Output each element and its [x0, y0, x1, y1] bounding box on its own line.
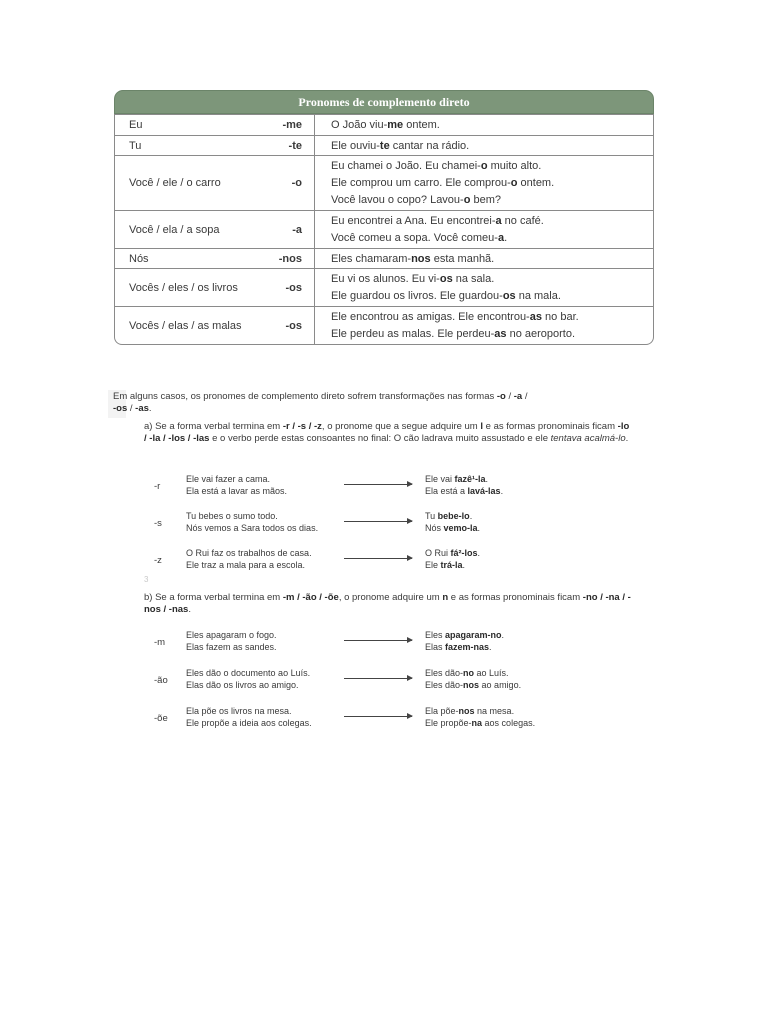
subject-cell: Você / ele / o carro	[129, 177, 221, 189]
example-cell: Eu encontrei a Ana. Eu encontrei-a no café. Você comeu a sopa. Você comeu-a.	[331, 215, 544, 244]
pronoun-cell: -os	[285, 281, 302, 294]
ending-label: -õe	[154, 713, 168, 724]
rule-a-paragraph: a) Se a forma verbal termina em -r / -s / -z, o pronome que a segue adquire um l e as formas pronominais ficam -lo / -la / -los / -las e o verbo perde estas consoantes no final: O cão ladrava muito assustado e ele tentava acalmá-lo.	[144, 421, 630, 444]
example-cell: O João viu-me ontem.	[331, 119, 440, 131]
table-row	[115, 114, 653, 135]
example-cell: Eu chamei o João. Eu chamei-o muito alto. Ele comprou um carro. Ele comprou-o ontem. Você lavou o copo? Lavou-o bem?	[331, 160, 555, 206]
example-row: -m Eles apagaram o fogo. Elas fazem as sandes. Eles apagaram-no. Elas fazem-nas.	[154, 630, 505, 652]
subject-cell: Vocês / eles / os livros	[129, 281, 238, 294]
table-title: Pronomes de complemento direto	[114, 90, 654, 114]
example-cell: Ele ouviu-te cantar na rádio.	[331, 140, 470, 152]
pronoun-cell: -te	[288, 139, 302, 152]
table-body	[114, 114, 654, 345]
example-row: -r Ele vai fazer a cama. Ela está a lavar as mãos. Ele vai fazê¹-la. Ela está a lavá-las.	[154, 474, 504, 496]
example-cell: Eu vi os alunos. Eu vi-os na sala. Ele guardou os livros. Ele guardou-os na mala.	[331, 273, 561, 302]
subject-cell: Tu	[129, 139, 142, 152]
pronoun-cell: -a	[292, 223, 302, 236]
pronoun-cell: -me	[282, 119, 302, 131]
rule-b-paragraph: b) Se a forma verbal termina em -m / -ão / -õe, o pronome adquire um n e as formas pronominais ficam -no / -na / -nos / -nas.	[144, 592, 631, 615]
example-row: -s Tu bebes o sumo todo. Nós vemos a Sara todos os dias. Tu bebe-lo. Nós vemo-la.	[154, 511, 481, 533]
example-row: -ão Eles dão o documento ao Luís. Elas dão os livros ao amigo. Eles dão-no ao Luís. Eles dão-nos ao amigo.	[154, 668, 522, 690]
subject-cell: Você / ela / a sopa	[129, 223, 220, 236]
pronoun-table	[114, 90, 654, 345]
table-row	[115, 268, 653, 306]
table-row	[115, 135, 653, 155]
arrow-icon	[344, 640, 412, 641]
ending-label: -ão	[154, 675, 168, 686]
example-row: -õe Ela põe os livros na mesa. Ele propõe a ideia aos colegas. Ela põe-nos na mesa. Ele propõe-na aos colegas.	[154, 706, 536, 728]
table-row	[115, 306, 653, 344]
table-row	[115, 210, 653, 248]
example-cell: Ele encontrou as amigas. Ele encontrou-as no bar. Ele perdeu as malas. Ele perdeu-as no aeroporto.	[331, 311, 579, 340]
arrow-icon	[344, 716, 412, 717]
arrow-icon	[344, 678, 412, 679]
pronoun-cell: -o	[291, 177, 302, 189]
ending-label: -z	[154, 555, 162, 566]
subject-cell: Eu	[129, 119, 143, 131]
arrow-icon	[344, 521, 412, 522]
arrow-icon	[344, 484, 412, 485]
example-row: -z O Rui faz os trabalhos de casa. Ele traz a mala para a escola. O Rui fá²-los. Ele trá-la.	[154, 548, 481, 570]
intro-paragraph: Em alguns casos, os pronomes de complemento direto sofrem transformações nas formas -o / -a / -os / -as.	[113, 391, 528, 414]
ending-label: -m	[154, 637, 166, 648]
table-row	[115, 248, 653, 268]
subject-cell: Nós	[129, 252, 149, 265]
subject-cell: Vocês / elas / as malas	[129, 319, 242, 332]
arrow-icon	[344, 558, 412, 559]
example-cell: Eles chamaram-nos esta manhã.	[331, 253, 495, 265]
pronoun-cell: -os	[285, 319, 302, 332]
ending-label: -r	[154, 481, 161, 492]
pronoun-cell: -nos	[278, 252, 302, 265]
stray-mark: 3	[144, 575, 149, 584]
ending-label: -s	[154, 518, 162, 529]
table-row	[115, 155, 653, 210]
